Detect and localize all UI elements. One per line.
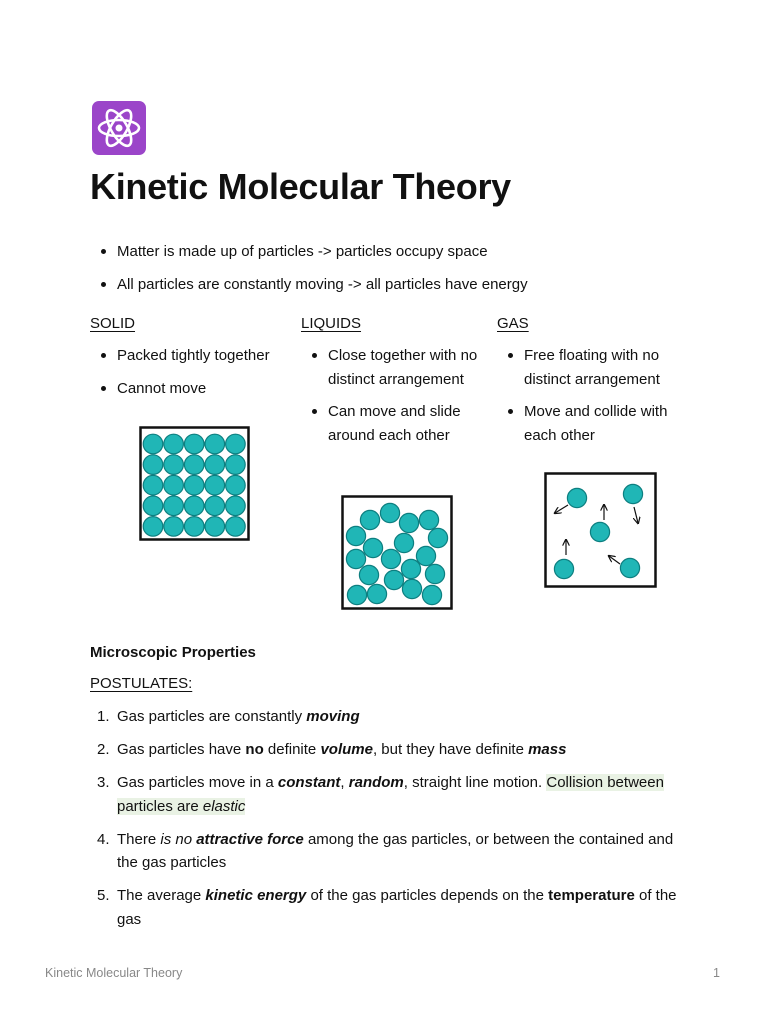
- particle: [164, 496, 184, 516]
- particle: [428, 528, 447, 547]
- list-item: [97, 884, 687, 931]
- liquid-particles-diagram: [341, 495, 454, 611]
- particle: [419, 510, 438, 529]
- solid-heading: SOLID: [90, 315, 136, 332]
- list-item: Cannot move: [117, 377, 287, 401]
- particle: [205, 517, 225, 537]
- list-item: Move and collide with each other: [524, 400, 684, 447]
- particle: [164, 517, 184, 537]
- particle: [184, 517, 204, 537]
- particle: [623, 484, 642, 503]
- particle: [143, 475, 163, 495]
- list-item: Matter is made up of particles -> particles occupy space: [117, 240, 717, 264]
- text: Gas particles move in a: [117, 774, 278, 791]
- particle: [226, 455, 246, 475]
- particle: [184, 496, 204, 516]
- emphasis: random: [348, 774, 404, 791]
- list-item: [97, 771, 687, 818]
- particle: [226, 496, 246, 516]
- particle: [205, 455, 225, 475]
- gas-particles-diagram: [544, 472, 658, 589]
- text: ,: [340, 774, 349, 791]
- particle: [394, 533, 413, 552]
- list-number: 3.: [97, 774, 110, 791]
- text: of the gas particles depends on the: [306, 887, 549, 904]
- solid-particles-diagram: [139, 426, 251, 542]
- liquid-bullets: [328, 344, 478, 456]
- italic-text: is no: [160, 830, 193, 848]
- text: definite: [263, 741, 321, 758]
- page-title: Kinetic Molecular Theory: [90, 166, 511, 207]
- list-item: [97, 738, 687, 762]
- particle: [143, 496, 163, 516]
- particle: [590, 522, 609, 541]
- text: There: [117, 830, 161, 848]
- emphasis: attractive force: [196, 830, 304, 848]
- emphasis: volume: [320, 741, 373, 758]
- particle: [402, 579, 421, 598]
- particle: [184, 475, 204, 495]
- list-item: Packed tightly together: [117, 344, 287, 368]
- particle: [359, 565, 378, 584]
- liquids-heading: LIQUIDS: [301, 315, 362, 332]
- emphasis: kinetic energy: [205, 887, 307, 904]
- particle: [226, 434, 246, 454]
- particle: [346, 549, 365, 568]
- particle: [401, 559, 420, 578]
- section-heading: Microscopic Properties: [90, 644, 256, 661]
- text: Collision between particles are: [117, 774, 664, 815]
- particle: [554, 559, 573, 578]
- list-number: 5.: [97, 887, 110, 904]
- text: , but they have definite: [372, 741, 529, 758]
- particle: [347, 585, 366, 604]
- list-number: 4.: [97, 830, 110, 848]
- text: Gas particles are constantly: [117, 708, 307, 725]
- list-item: Can move and slide around each other: [328, 400, 478, 447]
- particle: [164, 434, 184, 454]
- list-item: All particles are constantly moving -> all particles have energy: [117, 273, 717, 297]
- emphasis: moving: [306, 708, 360, 725]
- particle: [164, 455, 184, 475]
- gas-bullets: [524, 344, 684, 456]
- particle: [346, 526, 365, 545]
- list-item: Free floating with no distinct arrangement: [524, 344, 684, 391]
- list-number: 2.: [97, 741, 110, 758]
- list-item: Close together with no distinct arrangement: [328, 344, 478, 391]
- emphasis: constant: [277, 774, 341, 791]
- postulates-list: [97, 705, 687, 941]
- gas-heading: GAS: [497, 315, 529, 332]
- particle: [226, 475, 246, 495]
- particle: [360, 510, 379, 529]
- particle: [143, 517, 163, 537]
- particle: [367, 584, 386, 603]
- strong: temperature: [548, 887, 635, 904]
- particle: [143, 455, 163, 475]
- particle: [184, 455, 204, 475]
- list-item: [97, 828, 687, 875]
- particle: [384, 570, 403, 589]
- solid-bullets: [117, 344, 287, 409]
- list-item: [97, 705, 687, 729]
- particle: [425, 564, 444, 583]
- particle: [567, 488, 586, 507]
- particle: [143, 434, 163, 454]
- particle: [184, 434, 204, 454]
- particle: [399, 513, 418, 532]
- postulates-heading: POSTULATES:: [90, 675, 193, 692]
- text: , straight line motion.: [403, 774, 547, 791]
- particle: [205, 434, 225, 454]
- atom-icon: [92, 101, 146, 155]
- particle: [381, 549, 400, 568]
- particle: [226, 517, 246, 537]
- intro-bullets: [117, 240, 717, 305]
- particle: [416, 546, 435, 565]
- strong: no: [245, 741, 264, 758]
- footer-title: Kinetic Molecular Theory: [45, 966, 183, 980]
- particle: [380, 503, 399, 522]
- italic-text: elastic: [202, 797, 246, 815]
- emphasis: mass: [528, 741, 567, 758]
- text: The average: [117, 887, 206, 904]
- particle: [164, 475, 184, 495]
- list-number: 1.: [97, 708, 110, 725]
- page-number: 1: [713, 966, 720, 980]
- text: among the gas particles, or between the contained and the gas particles: [117, 830, 674, 871]
- particle: [205, 475, 225, 495]
- particle: [422, 585, 441, 604]
- particle: [363, 538, 382, 557]
- particle: [205, 496, 225, 516]
- text: of the gas: [117, 887, 677, 928]
- text: Gas particles have: [117, 741, 246, 758]
- particle: [620, 558, 639, 577]
